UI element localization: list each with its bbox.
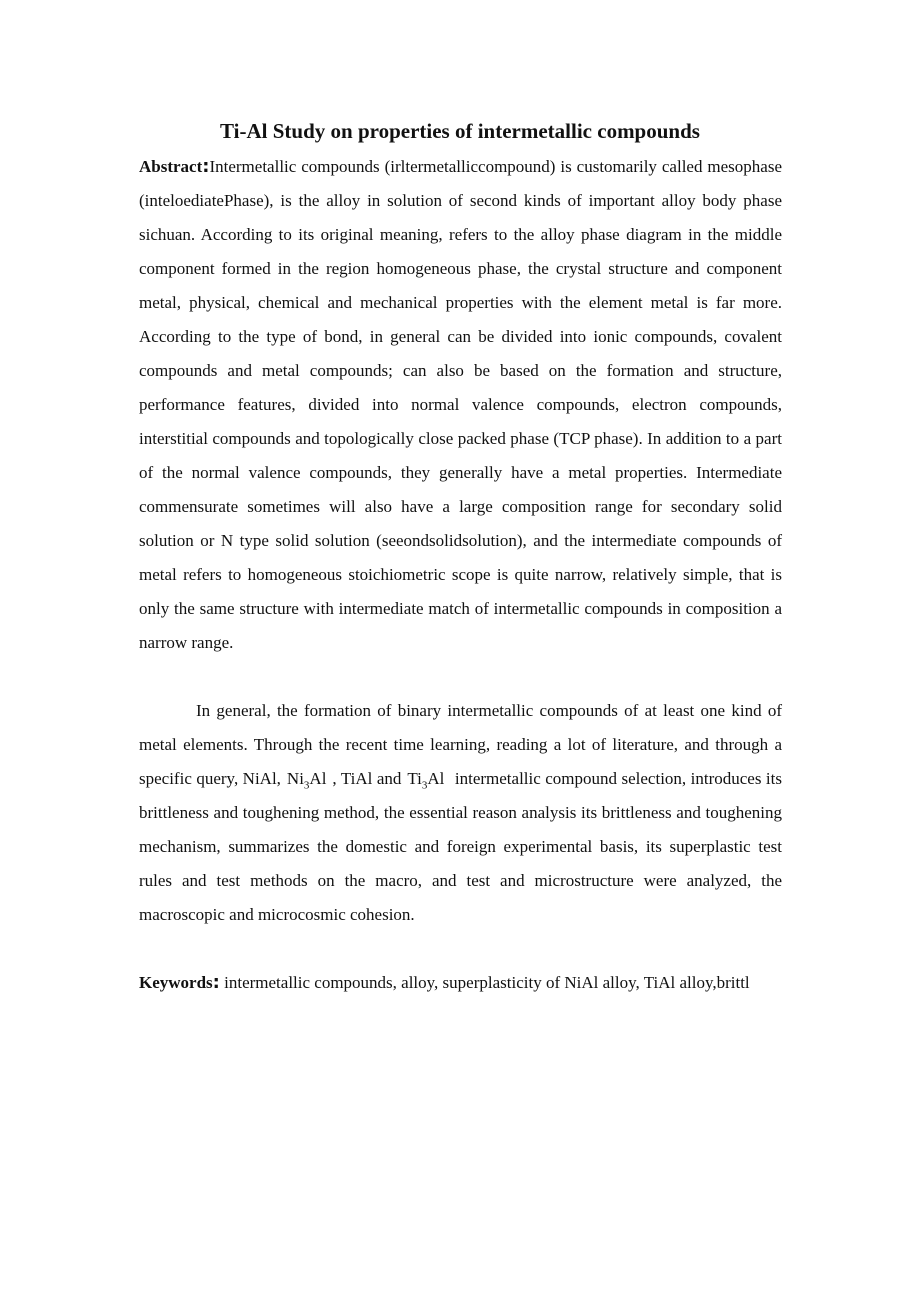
ti3al-formula — [407, 769, 445, 792]
ti3al-tail: Al — [427, 769, 445, 788]
body-paragraph-part2: , TiAl and — [332, 769, 402, 788]
ni3al-subscript: 3 — [303, 779, 310, 792]
body-paragraph-part3: intermetallic compound selection, introduces its brittleness and toughening method, the essential reason analysis its brittleness and toughening mechanism, summarizes the domestic and foreign experimental basis, its superplastic test rules and test methods on the macro, and test and microstructure were analyzed, the macroscopic and microcosmic cohesion. — [139, 769, 782, 924]
abstract-paragraph — [139, 150, 782, 660]
abstract-text: Intermetallic compounds (irltermetalliccompound) is customarily called mesophase (inteloediatePhase), is the alloy in solution of second kinds of important alloy body phase sichuan. According to its original meaning, refers to the alloy phase diagram in the middle component formed in the region homogeneous phase, the crystal structure and component metal, physical, chemical and mechanical properties with the element metal is far more. According to the type of bond, in general can be divided into ionic compounds, covalent compounds and metal compounds; can also be based on the formation and structure, performance features, divided into normal valence compounds, electron compounds, interstitial compounds and topologically close packed phase (TCP phase). In addition to a part of the normal valence compounds, they generally have a metal properties. Intermediate commensurate sometimes will also have a large composition range for secondary solid solution or N type solid solution (seeondsolidsolution), and the intermediate compounds of metal refers to homogeneous stoichiometric scope is quite narrow, relatively simple, that is only the same structure with intermediate match of intermetallic compounds in composition a narrow range. — [139, 157, 782, 652]
document-title: Ti-Al Study on properties of intermetallic compounds — [220, 119, 700, 143]
ti3al-base: Ti — [407, 769, 422, 788]
keywords-paragraph — [139, 966, 782, 1000]
abstract-label: Abstract — [139, 157, 203, 176]
keywords-label: Keywords — [139, 973, 213, 992]
body-paragraph-part1: In general, the formation of binary intermetallic compounds of at least one kind of metal elements. Through the recent time learning, reading a lot of literature, and through a specific query, NiAl, — [139, 701, 782, 788]
abstract-colon: : — [202, 156, 210, 177]
ni3al-base: Ni — [286, 769, 304, 788]
body-paragraph — [139, 694, 782, 932]
ti3al-subscript: 3 — [421, 779, 428, 792]
ni3al-tail: Al — [309, 769, 327, 788]
keywords-colon: : — [212, 972, 220, 993]
keywords-text: intermetallic compounds, alloy, superplasticity of NiAl alloy, TiAl alloy,brittl — [224, 973, 750, 992]
ni3al-formula — [286, 769, 327, 792]
